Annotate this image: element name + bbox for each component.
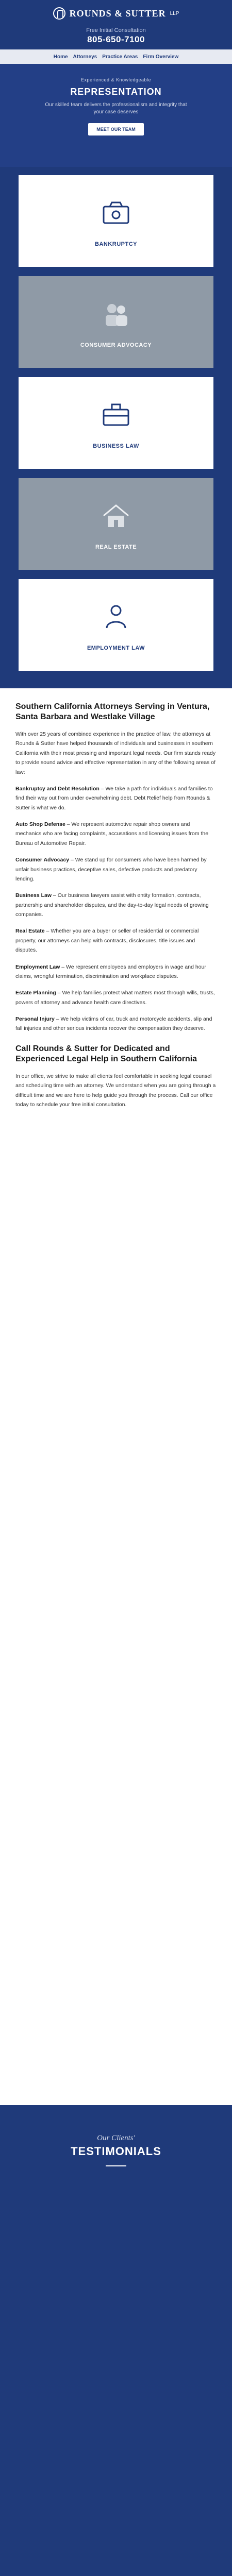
practice-tile-consumer-advocacy[interactable] — [19, 276, 213, 368]
article-item-term[interactable]: Real Estate — [15, 928, 45, 935]
consultation-label: Free Initial Consultation — [86, 27, 146, 33]
practice-tile-label: BUSINESS LAW — [93, 443, 139, 449]
article-item-term[interactable]: Auto Shop Defense — [15, 821, 65, 827]
article-item-term[interactable]: Consumer Advocacy — [15, 857, 70, 863]
practice-tile-business-law[interactable] — [19, 377, 213, 469]
consumer-advocacy-photo — [98, 296, 134, 332]
practice-tile-label: REAL ESTATE — [95, 544, 137, 550]
article-item: Business Law – Our business lawyers assist with entity formation, contracts, partnership and shareholder disputes, and the day-to-day legal needs of growing companies. — [15, 892, 209, 918]
firm-logo[interactable] — [53, 7, 179, 20]
hero-banner — [0, 64, 232, 167]
article-item-text: We take a path for individuals and families to find their way out from under overwhelming debt. Debt Relief help from Rounds & Sutter is what we do. — [15, 785, 213, 811]
business-law-icon — [98, 397, 134, 433]
article-item: Personal Injury – We help victims of car, truck and motorcycle accidents, slip and fall injuries and other serious incidents recover the compensation they deserve. — [15, 1016, 212, 1032]
site-header — [0, 0, 232, 49]
bankruptcy-icon — [98, 195, 134, 231]
practice-tile-employment-law[interactable] — [19, 579, 213, 671]
article-intro: With over 25 years of combined experience in the practice of law, the attorneys at Rounds & Sutter have helped thousands of individuals and businesses in southern California with their most pressing and important legal needs. Our firm stands ready to provide sound advice and effective representation in any of the following areas of law: — [15, 731, 216, 775]
article-item-text: We represent automotive repair shop owners and mechanics who are facing complaints, accusations and licensing issues from the Bureau of Automotive Repair. — [15, 821, 209, 846]
firm-article — [0, 688, 232, 2105]
practice-tile-label: BANKRUPTCY — [95, 241, 137, 247]
employment-law-icon — [98, 599, 134, 635]
practice-areas — [0, 167, 232, 688]
firm-name: ROUNDS & SUTTER — [69, 8, 166, 19]
article-item-term[interactable]: Estate Planning — [15, 990, 56, 996]
article-item: Bankruptcy and Debt Resolution – We take a path for individuals and families to find their way out from under overwhelming debt. Debt Relief help from Rounds & Sutter is what we do. — [15, 785, 213, 811]
logo-mark-icon — [53, 7, 65, 20]
practice-tile-real-estate[interactable] — [19, 478, 213, 570]
article-item-text: We represent employees and employers in wage and hour claims, wrongful termination, discrimination and workplace disputes. — [15, 963, 206, 979]
article-item: Auto Shop Defense – We represent automotive repair shop owners and mechanics who are facing complaints, accusations and licensing issues from the Bureau of Automotive Repair. — [15, 821, 209, 846]
practice-tile-label: EMPLOYMENT LAW — [87, 645, 145, 651]
hero-title: REPRESENTATION — [70, 87, 162, 97]
article-item-text: We stand up for consumers who have been harmed by unfair business practices, deceptive sales, defective products and predatory lending. — [15, 857, 207, 882]
nav-item-home[interactable]: Home — [53, 54, 68, 60]
hero-text: Our skilled team delivers the professionalism and integrity that your case deserves — [45, 102, 187, 115]
nav-item-practice-areas[interactable]: Practice Areas — [102, 54, 138, 60]
article-item: Consumer Advocacy – We stand up for consumers who have been harmed by unfair business practices, deceptive sales, defective products and predatory lending. — [15, 857, 207, 882]
closing-text: In our office, we strive to make all clients feel comfortable in seeking legal counsel and scheduling time with an attorney. We understand when you are going through a difficult time and we are here to help guide you through the process. Call our office today to schedule your free initial consultation. — [15, 1073, 216, 1108]
practice-tile-bankruptcy[interactable] — [19, 175, 213, 267]
article-item-term[interactable]: Business Law — [15, 892, 52, 899]
article-item: Estate Planning – We help families protect what matters most through wills, trusts, powers of attorney and advance health care directives. — [15, 990, 215, 1006]
article-item-text: Whether you are a buyer or seller of residential or commercial property, our attorneys can help with contracts, disclosures, title issues and disputes. — [15, 928, 199, 954]
article-heading: Southern California Attorneys Serving in Ventura, Santa Barbara and Westlake Village — [15, 702, 210, 721]
article-item: Real Estate – Whether you are a buyer or seller of residential or commercial property, our attorneys can help with contracts, disclosures, title issues and disputes. — [15, 928, 199, 954]
article-item-term[interactable]: Employment Law — [15, 963, 60, 970]
article-item-text: We help families protect what matters most through wills, trusts, powers of attorney and advance health care directives. — [15, 990, 215, 1006]
testimonials-section — [0, 2105, 232, 2576]
testimonials-divider — [106, 2165, 126, 2166]
closing-heading: Call Rounds & Sutter for Dedicated and Experienced Legal Help in Southern California — [15, 1044, 197, 1063]
nav-item-firm-overview[interactable]: Firm Overview — [143, 54, 179, 60]
header-phone-link[interactable]: 805-650-7100 — [87, 35, 145, 44]
testimonials-kicker: Our Clients' — [97, 2134, 135, 2142]
meet-our-team-button[interactable]: MEET OUR TEAM — [88, 123, 144, 135]
article-item: Employment Law – We represent employees and employers in wage and hour claims, wrongful termination, discrimination and workplace disputes. — [15, 963, 206, 979]
testimonials-title: TESTIMONIALS — [71, 2145, 161, 2158]
real-estate-photo — [98, 498, 134, 534]
practice-tile-label: CONSUMER ADVOCACY — [80, 342, 152, 348]
article-item-text: We help victims of car, truck and motorcycle accidents, slip and fall injuries and other serious incidents recover the compensation they deserve. — [15, 1016, 212, 1032]
main-nav — [0, 49, 232, 64]
article-item-term[interactable]: Bankruptcy and Debt Resolution — [15, 785, 100, 792]
nav-item-attorneys[interactable]: Attorneys — [73, 54, 97, 60]
hero-kicker: Experienced & Knowledgeable — [80, 77, 152, 82]
article-item-term[interactable]: Personal Injury — [15, 1016, 55, 1022]
firm-suffix: LLP — [170, 10, 179, 16]
article-item-text: Our business lawyers assist with entity formation, contracts, partnership and shareholder disputes, and the day-to-day legal needs of growing companies. — [15, 892, 209, 918]
